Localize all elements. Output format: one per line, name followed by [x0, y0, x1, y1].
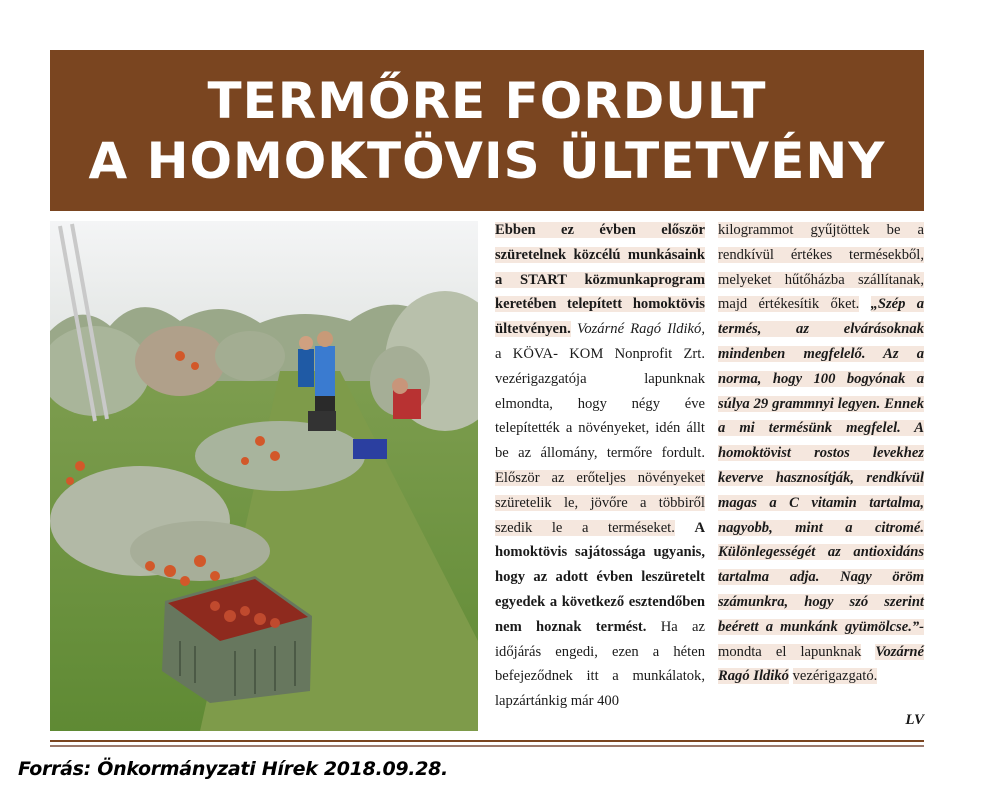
source-caption: Forrás: Önkormányzati Hírek 2018.09.28.	[18, 758, 448, 780]
body-text-highlight: kilogrammot gyűjtöttek be a rendkívül értékes termésekből, melyeket hűtőházba szállítanak, majd értékesítik őket.	[718, 222, 924, 313]
harvest-photo	[50, 221, 478, 731]
title-banner	[50, 50, 924, 211]
divider-line	[50, 740, 924, 742]
interviewee-name: Vozárné Ragó Ildikó,	[577, 321, 705, 338]
divider-line	[50, 745, 924, 747]
harvest-photo-icon	[50, 221, 478, 731]
body-text-highlight: vezérigazgató.	[792, 668, 878, 685]
body-bold-text: A homoktövis sajátossága ugyanis, hogy az adott évben leszüretelt egyedek a következő esztendőben nem hoznak termést.	[495, 519, 705, 635]
body-text: Ha az időjárás engedi, ezen a héten befejeződnek itt a munkálatok, lapzártánkig már 400	[495, 618, 706, 710]
author-signature: LV	[905, 712, 924, 728]
article-column-2	[718, 218, 924, 689]
headline-line-1: TERMŐRE FORDULT	[207, 71, 767, 130]
body-text: a KÖVA- KOM Nonprofit Zrt. vezérigazgatója lapunknak elmondta, hogy négy éve telepítették a növényeket, idén állt be az állomány, termőre fordult.	[495, 345, 705, 462]
quote-text: „Szép a termés, az elvárásoknak mindenben megfelelő. Az a norma, hogy 100 bogyónak a súlya 29 grammnyi legyen. Ennek a mi termésünk megfelel. A homoktövist rostos levekhez keverve hasznosítják, rendkívül magas a C vitamin tartalma, nagyobb, mint a citromé. Különlegességét az antioxidáns tartalma adja. Nagy öröm számunkra, hogy szó szerint beérett a munkánk gyümölcse.”-	[718, 296, 924, 635]
body-text-highlight: Először az erőteljes növényeket szüretelik le, jövőre a többiről szedik le a terméseket.	[495, 469, 705, 536]
lead-paragraph: Ebben ez évben először szüretelnek közcélú munkásaink a START közmunkaprogram keretében telepített homoktövis ültetvényen.	[495, 222, 705, 338]
article-column-1	[495, 218, 705, 714]
interviewee-name: Vozárné Ragó Ildikó	[718, 643, 924, 685]
headline-line-2: A HOMOKTÖVIS ÜLTETVÉNY	[88, 131, 886, 190]
body-text-highlight: mondta el lapunknak	[718, 643, 862, 660]
